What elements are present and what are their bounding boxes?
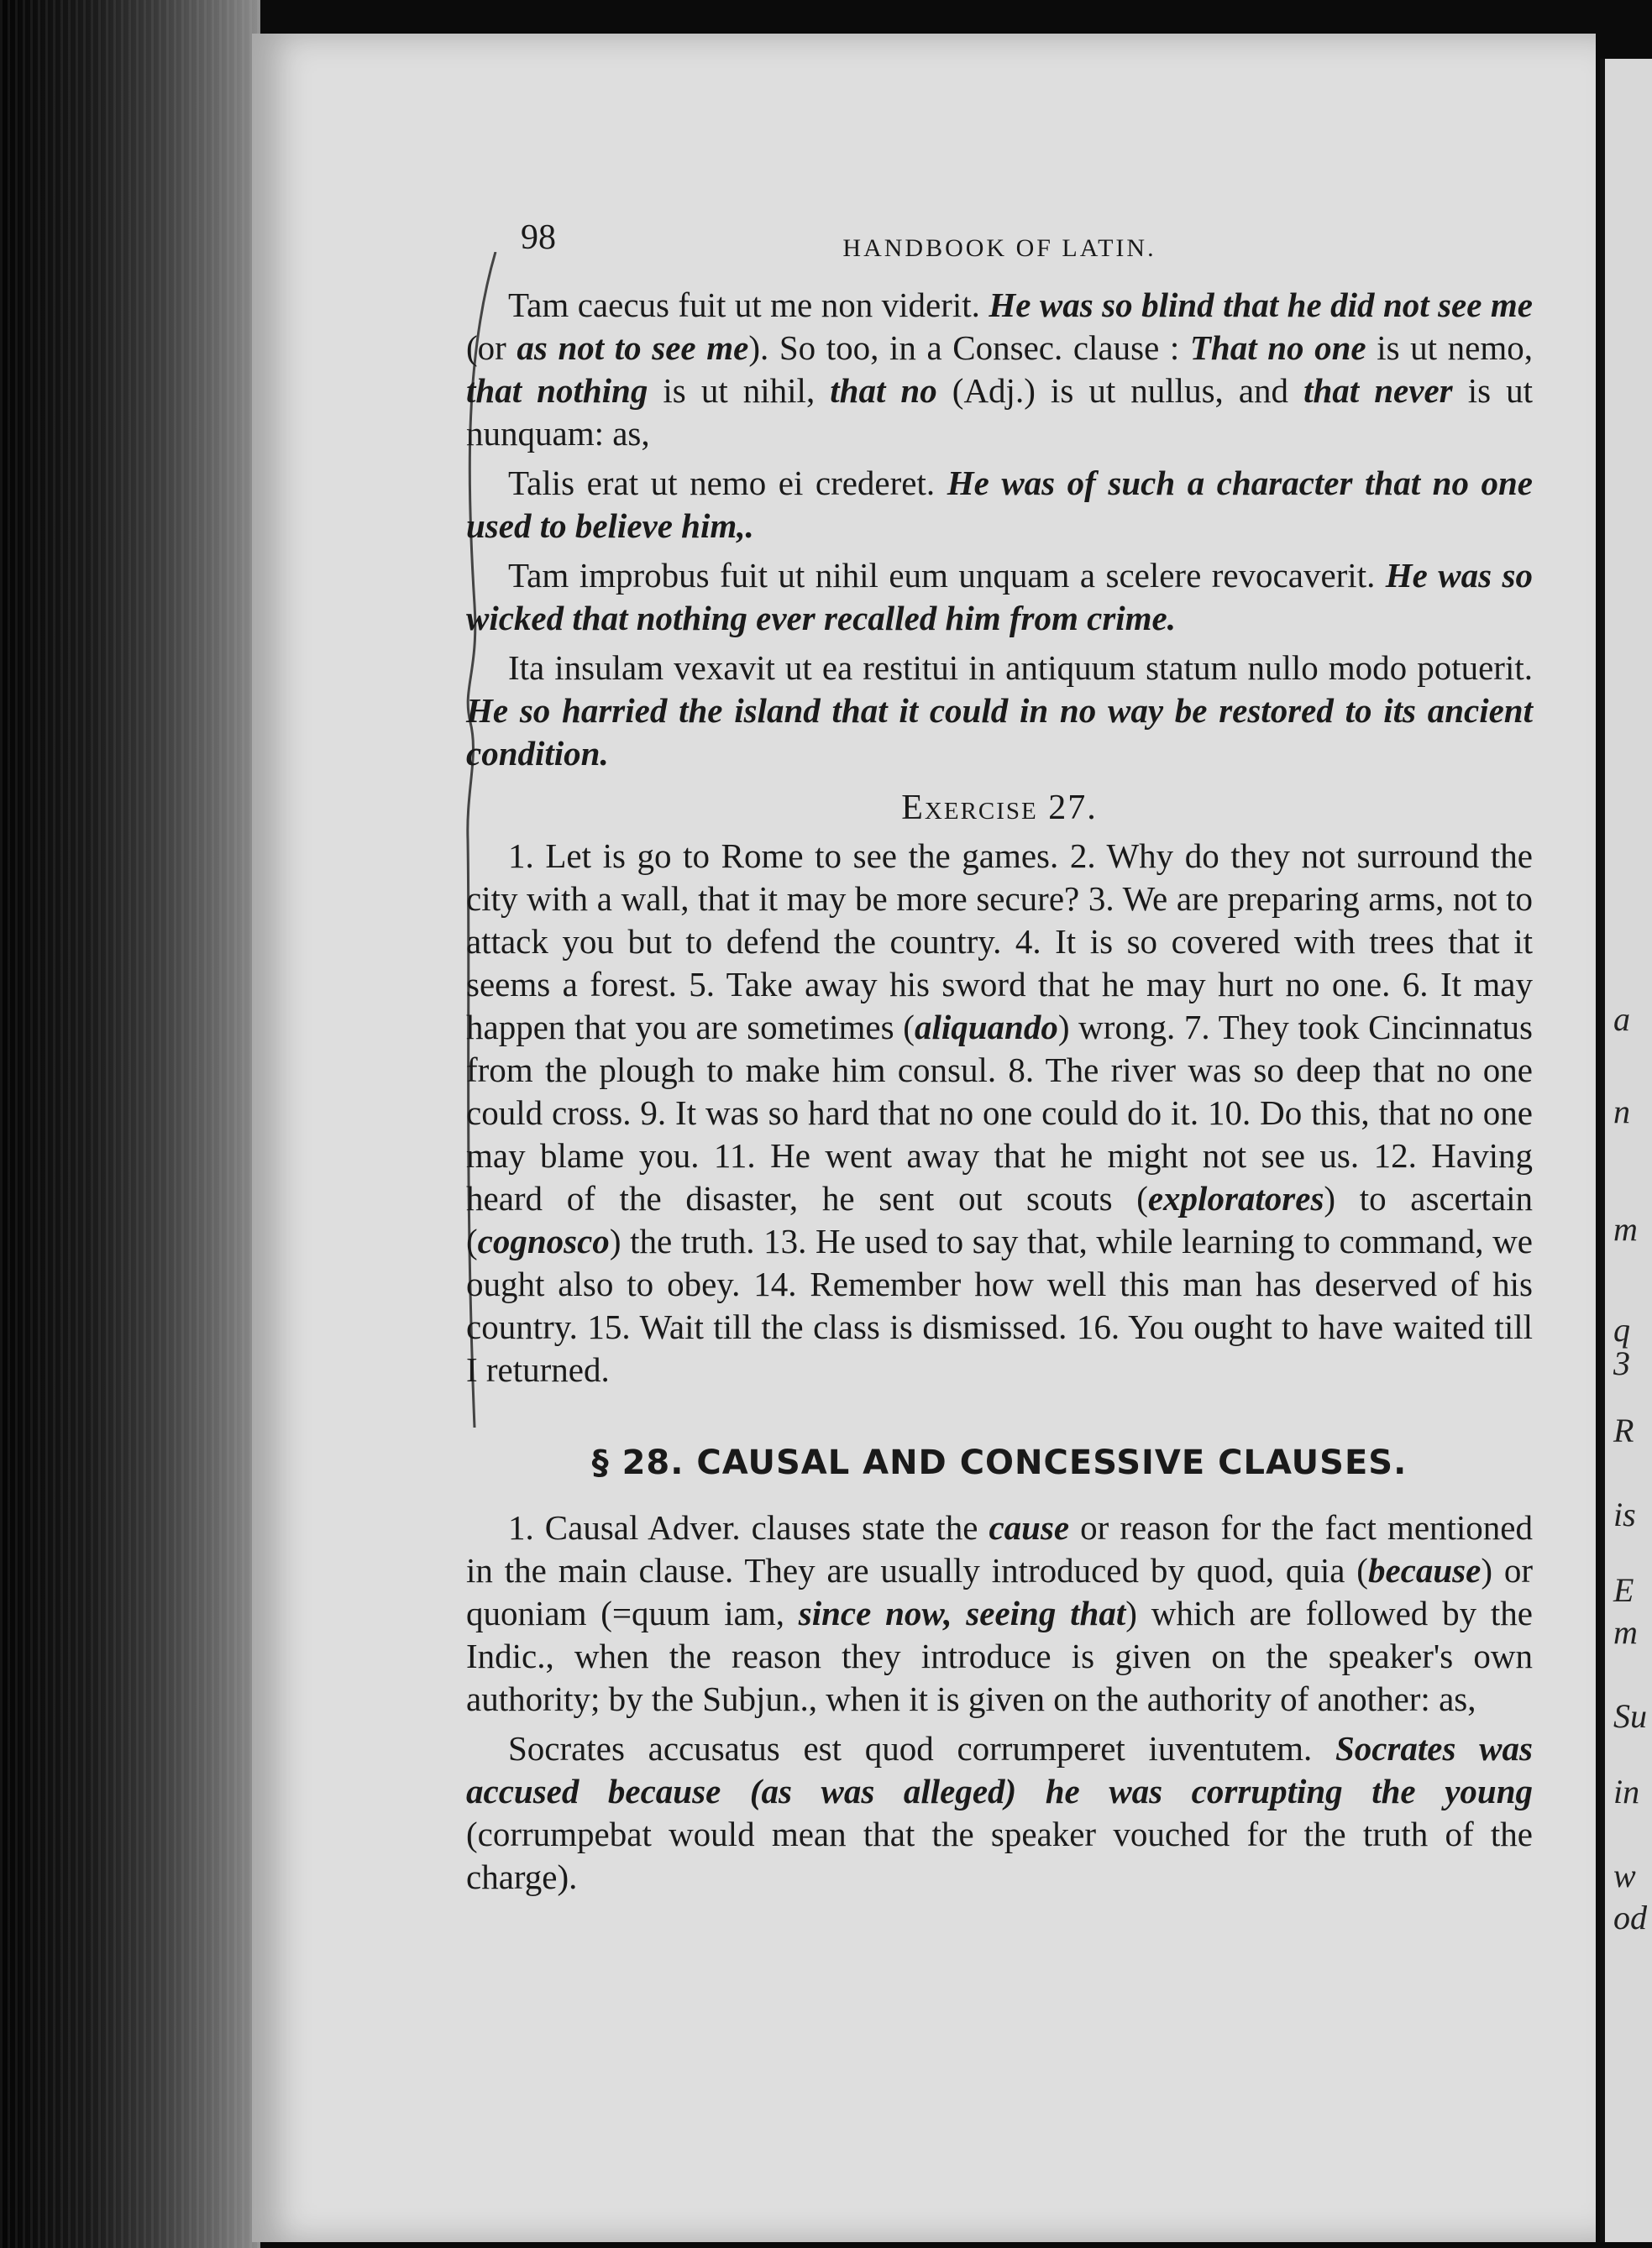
next-page-fragment: m	[1613, 1613, 1638, 1651]
text-run: ) to ascertain (	[466, 1179, 1533, 1260]
next-page-fragment: is	[1613, 1496, 1636, 1533]
section-title: § 28. CAUSAL AND CONCESSIVE CLAUSES.	[591, 1444, 1408, 1482]
intro-paragraph	[466, 462, 1533, 548]
italic-text-run: that never	[1303, 371, 1453, 410]
text-run: 1. Let is go to Rome to see the games. 2. Why do they not surround the city with a wall, that it may be more secure? 3. We are preparing arms, not to attack you but to defend the country. 4. It is so covered with trees that it seems a forest. 5. Take away his sword that he may hurt no one. 6. It may happen that you are sometimes (	[466, 836, 1533, 1046]
intro-paragraph	[466, 647, 1533, 775]
text-run: Ita insulam vexavit ut ea restitui in antiquum statum nullo modo potuerit.	[508, 648, 1533, 687]
italic-text-run: as not to see me	[517, 328, 749, 367]
text-run: is ut nemo,	[1366, 328, 1534, 367]
intro-paragraph	[466, 554, 1533, 640]
italic-text-run: He was of such a character that no one used to believe him,.	[466, 464, 1533, 545]
next-page-fragment: E	[1613, 1571, 1634, 1609]
italic-text-run: That no one	[1189, 328, 1366, 367]
italic-text-run: cause	[989, 1508, 1070, 1547]
next-page-fragment: a	[1613, 1000, 1630, 1038]
next-page-fragment: w	[1613, 1857, 1636, 1894]
next-page-fragment: 3	[1613, 1344, 1630, 1382]
next-page-fragment: Su	[1613, 1697, 1647, 1735]
next-page-fragment: q	[1613, 1311, 1630, 1349]
text-run: Socrates accusatus est quod corrumperet iuventutem.	[508, 1729, 1335, 1768]
italic-text-run: that nothing	[466, 371, 648, 410]
italic-text-run: aliquando	[914, 1008, 1058, 1046]
text-run: (or	[466, 328, 517, 367]
text-run: Tam caecus fuit ut me non viderit.	[508, 286, 989, 324]
text-run: is ut nunquam: as,	[466, 371, 1533, 453]
italic-text-run: He was so blind that he did not see me	[989, 286, 1533, 324]
italic-text-run: He was so wicked that nothing ever recalled him from crime.	[466, 556, 1533, 637]
next-page-fragment: n	[1613, 1093, 1630, 1130]
page-header	[466, 202, 1533, 277]
text-run: (Adj.) is ut nullus, and	[936, 371, 1304, 410]
next-page-fragment: od	[1613, 1899, 1647, 1936]
section-paragraph	[466, 1727, 1533, 1899]
text-run: ) wrong. 7. They took Cincinnatus from the plough to make him consul. 8. The river was so deep that no one could cross. 9. It was so hard that no one could do it. 10. Do this, that no one may blame you. 11. He went away that he might not see us. 12. Having heard of the disaster, he sent out scouts (	[466, 1008, 1533, 1218]
italic-text-run: cognosco	[477, 1222, 610, 1260]
intro-paragraphs	[466, 284, 1533, 775]
exercise-body	[466, 835, 1533, 1391]
text-run: 1. Causal Adver. clauses state the	[508, 1508, 989, 1547]
page-number: 98	[521, 218, 556, 257]
intro-paragraph	[466, 284, 1533, 455]
next-page-fragment: R	[1613, 1412, 1634, 1449]
section-paragraphs	[466, 1507, 1533, 1899]
section-paragraph	[466, 1507, 1533, 1721]
italic-text-run: exploratores	[1147, 1179, 1324, 1218]
text-run: ) the truth. 13. He used to say that, while learning to command, we ought also to obey. 14. Remember how well this man has deserved of his country. 15. Wait till the class is dismissed. 16. You ought to have waited till I returned.	[466, 1222, 1533, 1389]
running-head: HANDBOOK OF LATIN.	[842, 234, 1156, 262]
text-run: ). So too, in a Consec. clause :	[748, 328, 1190, 367]
italic-text-run: He so harried the island that it could in no way be restored to its ancient condition.	[466, 691, 1533, 773]
text-run: ) which are followed by the Indic., when the reason they introduce is given on the speaker's own authority; by the Subjun., when it is given on the authority of another: as,	[466, 1594, 1533, 1718]
italic-text-run: since now, seeing that	[798, 1594, 1126, 1632]
text-run: Talis erat ut nemo ei crederet.	[508, 464, 947, 502]
exercise-title: Exercise 27.	[901, 789, 1098, 827]
book-spine	[0, 0, 260, 2248]
text-run: or reason for the fact mentioned in the main clause. They are usually introduced by quod, quia (	[466, 1508, 1533, 1590]
text-run: is ut nihil,	[648, 371, 831, 410]
next-page-fragment: m	[1613, 1210, 1638, 1248]
italic-text-run: because	[1367, 1551, 1482, 1590]
text-run: Tam improbus fuit ut nihil eum unquam a scelere revocaverit.	[508, 556, 1386, 595]
next-page-fragment: in	[1613, 1773, 1640, 1810]
text-run: ) or quoniam (=quum iam,	[466, 1551, 1533, 1632]
adjacent-page-edge	[1600, 59, 1652, 2242]
page-content	[466, 202, 1533, 1899]
italic-text-run: Socrates was accused because (as was alleged) he was corrupting the young	[466, 1729, 1533, 1810]
text-run: (corrumpebat would mean that the speaker vouched for the truth of the charge).	[466, 1815, 1533, 1896]
italic-text-run: that no	[830, 371, 937, 410]
